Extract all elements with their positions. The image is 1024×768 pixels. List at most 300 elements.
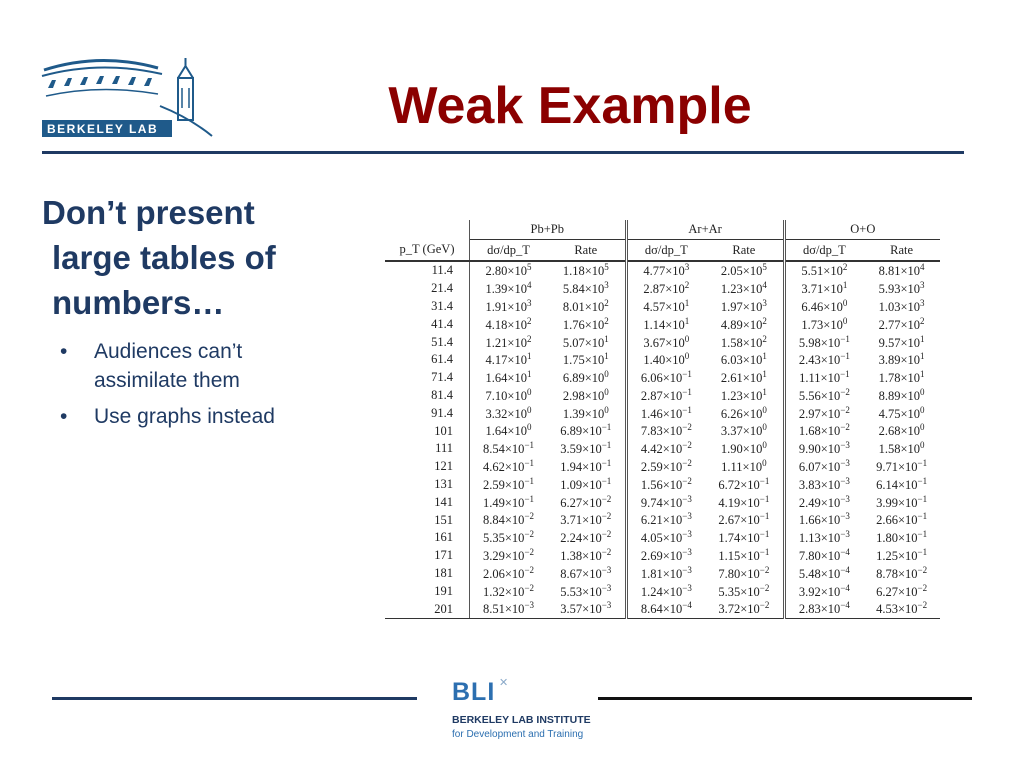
exponent: −3 [840, 493, 850, 504]
table-row [385, 298, 940, 316]
exponent: −2 [682, 475, 692, 486]
footer-divider-right [598, 697, 972, 700]
times-sign: ×10 [900, 442, 921, 457]
exponent: −2 [601, 511, 612, 522]
times-sign: ×10 [897, 478, 918, 493]
exponent: 1 [920, 333, 925, 344]
mantissa: 5.35 [483, 531, 505, 546]
value-cell [626, 565, 705, 583]
exponent: 0 [604, 386, 609, 397]
mantissa: 1.73 [801, 317, 824, 332]
value-cell [547, 315, 626, 333]
mantissa: 1.40 [643, 353, 666, 368]
exponent: 0 [526, 386, 532, 397]
exponent: −3 [601, 600, 612, 611]
pt-cell: 81.4 [385, 387, 470, 405]
exponent: 0 [920, 440, 925, 451]
mantissa: 2.67 [718, 513, 741, 528]
exponent: −3 [840, 475, 850, 486]
table-row [385, 476, 940, 494]
mantissa: 6.27 [876, 584, 898, 599]
times-sign: ×10 [584, 371, 605, 386]
value-cell [784, 529, 863, 547]
heading-line: large tables of [52, 239, 276, 276]
value-cell [470, 387, 548, 405]
value-cell [626, 458, 705, 476]
times-sign: ×10 [820, 495, 841, 510]
times-sign: ×10 [507, 406, 527, 421]
mantissa: 8.54 [483, 442, 505, 457]
mantissa: 1.11 [721, 460, 743, 475]
mantissa: 3.92 [798, 584, 821, 599]
value-cell [626, 440, 705, 458]
table-row [385, 529, 940, 547]
mantissa: 3.89 [878, 353, 901, 368]
mantissa: 8.84 [483, 513, 505, 528]
table-row [385, 387, 940, 405]
exponent: −4 [840, 547, 850, 558]
value-cell [863, 387, 940, 405]
exponent: −3 [682, 511, 692, 522]
bli-logo [449, 672, 589, 752]
value-cell [863, 333, 940, 351]
exponent: 1 [762, 351, 767, 362]
mantissa: 5.53 [560, 584, 583, 599]
value-cell [705, 298, 784, 316]
value-cell [626, 280, 705, 298]
value-cell [626, 315, 705, 333]
mantissa: 4.17 [485, 353, 508, 368]
exponent: 5 [604, 262, 609, 273]
mantissa: 2.43 [798, 353, 821, 368]
bullet-list [60, 337, 340, 438]
pt-cell: 41.4 [385, 315, 470, 333]
times-sign: ×10 [665, 335, 685, 350]
table-group-header-row [385, 220, 940, 240]
times-sign: ×10 [584, 353, 605, 368]
exponent: −2 [840, 422, 850, 433]
exponent: −2 [601, 529, 612, 540]
times-sign: ×10 [665, 282, 685, 297]
times-sign: ×10 [740, 567, 760, 582]
value-cell [626, 333, 705, 351]
group-header: O+O [784, 220, 940, 240]
value-cell [705, 529, 784, 547]
exponent: 3 [920, 280, 925, 291]
mantissa: 3.72 [718, 602, 741, 617]
value-cell [784, 315, 863, 333]
value-cell [784, 565, 863, 583]
exponent: 0 [604, 369, 609, 380]
value-cell [863, 298, 940, 316]
value-cell [705, 369, 784, 387]
exponent: −3 [601, 582, 612, 593]
bli-x-icon: ✕ [499, 676, 509, 689]
mantissa: 6.89 [560, 424, 583, 439]
exponent: 3 [604, 280, 609, 291]
mantissa: 7.80 [718, 567, 741, 582]
mantissa: 4.42 [640, 442, 663, 457]
mantissa: 6.89 [562, 371, 585, 386]
heading-line: Don’t present [42, 194, 255, 231]
mantissa: 1.23 [720, 282, 743, 297]
exponent: 1 [526, 369, 532, 380]
exponent: −1 [682, 404, 692, 415]
mantissa: 3.71 [801, 282, 824, 297]
mantissa: 2.24 [560, 531, 583, 546]
value-cell [547, 565, 626, 583]
value-cell [626, 493, 705, 511]
mantissa: 2.59 [640, 460, 663, 475]
times-sign: ×10 [820, 424, 841, 439]
pt-cell: 21.4 [385, 280, 470, 298]
times-sign: ×10 [665, 353, 685, 368]
value-cell [626, 476, 705, 494]
value-cell [784, 476, 863, 494]
exponent: 2 [920, 315, 925, 326]
times-sign: ×10 [507, 282, 527, 297]
value-cell [470, 476, 548, 494]
exponent: −1 [917, 547, 928, 558]
times-sign: ×10 [900, 353, 921, 368]
mantissa: 4.89 [720, 317, 743, 332]
times-sign: ×10 [820, 389, 841, 404]
times-sign: ×10 [740, 531, 760, 546]
times-sign: ×10 [742, 335, 763, 350]
exponent: −3 [682, 529, 692, 540]
value-cell [626, 298, 705, 316]
bullet-item [60, 337, 340, 395]
cross-section-table [385, 220, 940, 619]
mantissa: 1.03 [878, 300, 901, 315]
times-sign: ×10 [662, 442, 683, 457]
value-cell [863, 493, 940, 511]
mantissa: 4.19 [718, 495, 741, 510]
mantissa: 3.29 [483, 549, 505, 564]
exponent: −3 [682, 564, 692, 575]
table-row [385, 600, 940, 618]
bli-subtitle: for Development and Training [452, 729, 584, 740]
slide-title: Weak Example [388, 77, 752, 135]
value-cell [863, 600, 940, 618]
mantissa: 1.68 [798, 424, 821, 439]
value-cell [705, 351, 784, 369]
table-row [385, 547, 940, 565]
value-cell [863, 511, 940, 529]
value-cell [547, 261, 626, 280]
times-sign: ×10 [823, 264, 843, 279]
value-cell [863, 565, 940, 583]
bullet-marker: • [60, 405, 68, 428]
times-sign: ×10 [820, 460, 841, 475]
value-cell [626, 582, 705, 600]
pt-cell: 51.4 [385, 333, 470, 351]
times-sign: ×10 [900, 335, 921, 350]
value-cell [547, 369, 626, 387]
times-sign: ×10 [582, 513, 602, 528]
mantissa: 1.21 [485, 335, 508, 350]
times-sign: ×10 [582, 442, 602, 457]
times-sign: ×10 [584, 300, 605, 315]
times-sign: ×10 [504, 442, 525, 457]
exponent: 0 [684, 351, 690, 362]
mantissa: 5.93 [878, 282, 901, 297]
value-cell [863, 280, 940, 298]
times-sign: ×10 [584, 335, 605, 350]
mantissa: 2.87 [643, 282, 666, 297]
exponent: −2 [759, 582, 770, 593]
times-sign: ×10 [582, 584, 602, 599]
exponent: −1 [601, 458, 612, 469]
value-cell [705, 600, 784, 618]
exponent: −1 [759, 529, 770, 540]
mantissa: 5.35 [718, 584, 741, 599]
exponent: 4 [762, 280, 767, 291]
mantissa: 1.18 [562, 264, 585, 279]
value-cell [470, 440, 548, 458]
mantissa: 6.14 [876, 478, 898, 493]
value-cell [626, 369, 705, 387]
value-cell [784, 369, 863, 387]
exponent: −1 [682, 386, 692, 397]
table-row [385, 261, 940, 280]
exponent: 2 [526, 315, 532, 326]
times-sign: ×10 [820, 478, 841, 493]
mantissa: 1.38 [560, 549, 583, 564]
bullet-text: Audiences can’t assimilate them [94, 340, 243, 392]
exponent: −1 [917, 511, 928, 522]
exponent: 0 [842, 315, 848, 326]
berkeley-lab-logo [40, 48, 215, 143]
exponent: −2 [917, 600, 928, 611]
mantissa: 4.77 [643, 264, 666, 279]
value-cell [784, 280, 863, 298]
mantissa: 1.97 [720, 300, 743, 315]
exponent: −2 [682, 440, 692, 451]
pt-cell: 151 [385, 511, 470, 529]
footer-divider-left [52, 697, 417, 700]
times-sign: ×10 [820, 549, 841, 564]
exponent: −1 [759, 493, 770, 504]
value-cell [626, 600, 705, 618]
bullet-item [60, 402, 340, 431]
times-sign: ×10 [740, 513, 760, 528]
value-cell [784, 333, 863, 351]
times-sign: ×10 [662, 406, 683, 421]
exponent: −2 [759, 564, 770, 575]
mantissa: 8.81 [878, 264, 901, 279]
value-cell [547, 493, 626, 511]
mantissa: 1.39 [562, 406, 585, 421]
mantissa: 6.06 [640, 371, 663, 386]
value-cell [863, 582, 940, 600]
column-header: dσ/dp_T [784, 240, 863, 262]
value-cell [863, 315, 940, 333]
mantissa: 6.03 [720, 353, 743, 368]
mantissa: 1.90 [720, 442, 743, 457]
pt-cell: 101 [385, 422, 470, 440]
exponent: 0 [762, 458, 767, 469]
times-sign: ×10 [820, 513, 841, 528]
exponent: 1 [604, 333, 609, 344]
table-row [385, 422, 940, 440]
times-sign: ×10 [740, 584, 760, 599]
exponent: 3 [920, 297, 925, 308]
value-cell [547, 529, 626, 547]
times-sign: ×10 [820, 406, 841, 421]
times-sign: ×10 [504, 584, 525, 599]
exponent: −2 [917, 582, 928, 593]
times-sign: ×10 [897, 602, 918, 617]
value-cell [784, 404, 863, 422]
exponent: −1 [524, 493, 535, 504]
exponent: −1 [840, 333, 850, 344]
mantissa: 5.84 [562, 282, 585, 297]
times-sign: ×10 [742, 371, 763, 386]
times-sign: ×10 [504, 531, 525, 546]
mantissa: 6.27 [560, 495, 583, 510]
value-cell [784, 261, 863, 280]
table-row [385, 315, 940, 333]
mantissa: 2.49 [798, 495, 821, 510]
exponent: 2 [762, 315, 767, 326]
mantissa: 9.74 [640, 495, 663, 510]
value-cell [626, 351, 705, 369]
times-sign: ×10 [665, 264, 685, 279]
mantissa: 4.05 [640, 531, 663, 546]
times-sign: ×10 [582, 478, 602, 493]
exponent: −1 [759, 511, 770, 522]
table-row [385, 280, 940, 298]
value-cell [547, 582, 626, 600]
main-heading [42, 190, 342, 325]
mantissa: 1.46 [640, 406, 663, 421]
times-sign: ×10 [582, 531, 602, 546]
table-body [385, 261, 940, 618]
mantissa: 6.26 [720, 406, 743, 421]
mantissa: 4.57 [643, 300, 666, 315]
value-cell [705, 404, 784, 422]
exponent: −2 [759, 600, 770, 611]
mantissa: 1.24 [640, 584, 663, 599]
exponent: −1 [524, 475, 535, 486]
times-sign: ×10 [897, 531, 918, 546]
table-row [385, 582, 940, 600]
group-header: Pb+Pb [470, 220, 627, 240]
mantissa: 1.75 [562, 353, 585, 368]
mantissa: 1.23 [720, 389, 743, 404]
mantissa: 8.67 [560, 567, 583, 582]
exponent: −4 [682, 600, 692, 611]
mantissa: 6.21 [640, 513, 663, 528]
times-sign: ×10 [897, 584, 918, 599]
exponent: 1 [842, 280, 848, 291]
mantissa: 2.98 [562, 389, 585, 404]
exponent: 5 [762, 262, 767, 273]
times-sign: ×10 [662, 584, 683, 599]
times-sign: ×10 [742, 317, 763, 332]
exponent: −3 [840, 440, 850, 451]
value-cell [705, 440, 784, 458]
exponent: 1 [604, 351, 609, 362]
value-cell [705, 547, 784, 565]
exponent: −3 [682, 493, 692, 504]
mantissa: 1.91 [485, 300, 508, 315]
exponent: 1 [684, 297, 690, 308]
times-sign: ×10 [823, 300, 843, 315]
pt-cell: 141 [385, 493, 470, 511]
times-sign: ×10 [584, 282, 605, 297]
value-cell [784, 440, 863, 458]
mantissa: 1.66 [798, 513, 821, 528]
times-sign: ×10 [665, 317, 685, 332]
pt-cell: 11.4 [385, 261, 470, 280]
mantissa: 2.68 [878, 424, 901, 439]
times-sign: ×10 [900, 424, 921, 439]
exponent: −4 [840, 582, 850, 593]
exponent: −2 [524, 582, 535, 593]
times-sign: ×10 [897, 549, 918, 564]
times-sign: ×10 [504, 513, 525, 528]
mantissa: 2.97 [798, 406, 821, 421]
value-cell [547, 458, 626, 476]
exponent: −2 [524, 564, 535, 575]
value-cell [547, 333, 626, 351]
times-sign: ×10 [820, 602, 841, 617]
value-cell [626, 422, 705, 440]
title-divider [42, 151, 964, 154]
mantissa: 5.51 [801, 264, 824, 279]
value-cell [705, 565, 784, 583]
value-cell [784, 422, 863, 440]
pt-cell: 111 [385, 440, 470, 458]
column-header: Rate [863, 240, 940, 262]
times-sign: ×10 [897, 495, 918, 510]
value-cell [470, 547, 548, 565]
exponent: −3 [840, 458, 850, 469]
value-cell [470, 458, 548, 476]
times-sign: ×10 [582, 460, 602, 475]
times-sign: ×10 [820, 442, 841, 457]
exponent: −2 [524, 529, 535, 540]
exponent: −2 [601, 493, 612, 504]
value-cell [470, 511, 548, 529]
value-cell [626, 387, 705, 405]
heading-line: numbers… [52, 284, 225, 321]
times-sign: ×10 [582, 549, 602, 564]
mantissa: 3.83 [798, 478, 821, 493]
mantissa: 2.77 [878, 317, 901, 332]
exponent: −3 [601, 564, 612, 575]
value-cell [863, 261, 940, 280]
mantissa: 4.75 [878, 406, 901, 421]
value-cell [547, 280, 626, 298]
value-cell [547, 298, 626, 316]
times-sign: ×10 [742, 353, 763, 368]
value-cell [470, 529, 548, 547]
exponent: 1 [920, 369, 925, 380]
exponent: −2 [524, 511, 535, 522]
value-cell [470, 351, 548, 369]
mantissa: 8.89 [878, 389, 901, 404]
bullet-marker: • [60, 340, 68, 363]
exponent: −2 [601, 547, 612, 558]
value-cell [547, 422, 626, 440]
exponent: 0 [684, 333, 690, 344]
value-cell [863, 351, 940, 369]
times-sign: ×10 [504, 478, 525, 493]
value-cell [626, 404, 705, 422]
